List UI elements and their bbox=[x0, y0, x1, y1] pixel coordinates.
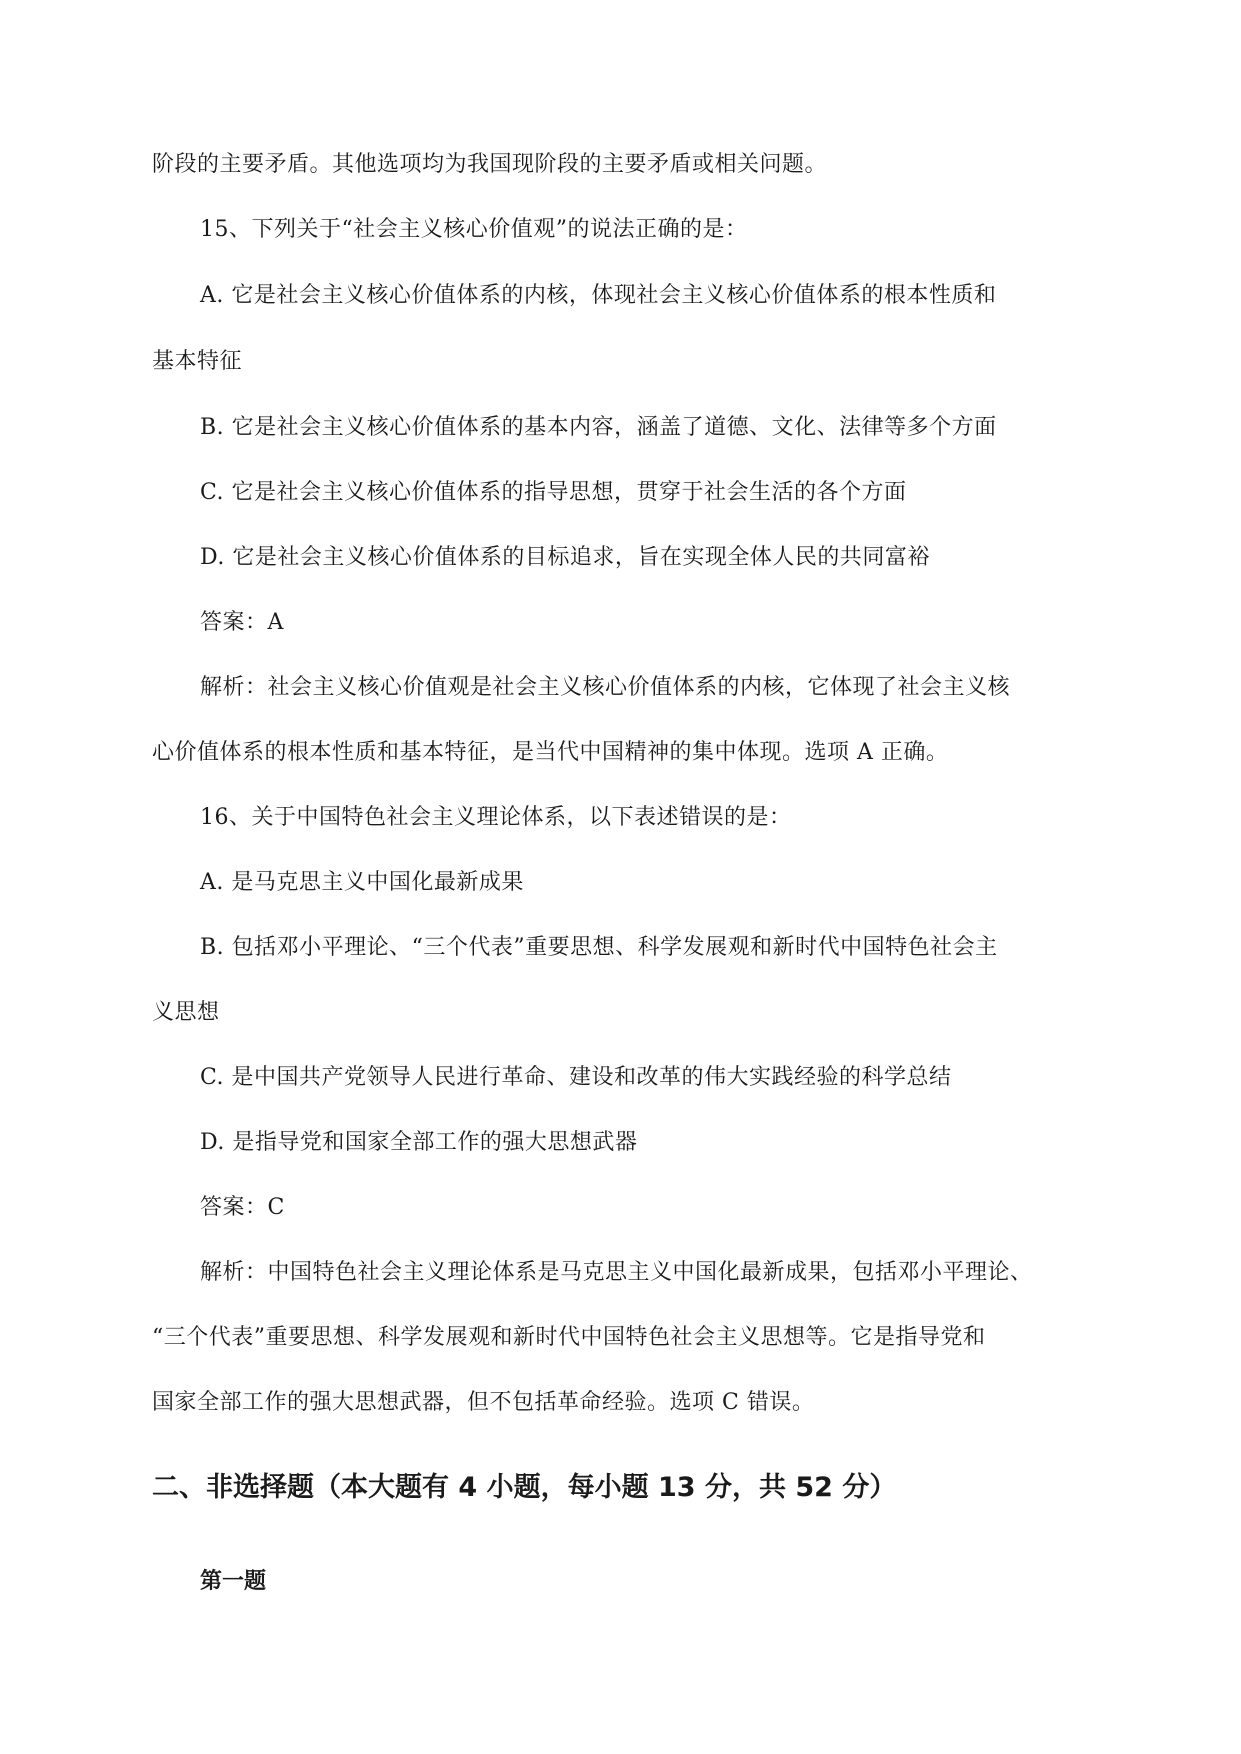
carryover-paragraph: 阶段的主要矛盾。其他选项均为我国现阶段的主要矛盾或相关问题。 bbox=[152, 152, 828, 177]
question-15-stem: 15、下列关于“社会主义核心价值观”的说法正确的是： bbox=[200, 217, 748, 242]
question-16-analysis-continued-2: 国家全部工作的强大思想武器，但不包括革命经验。选项 C 错误。 bbox=[152, 1390, 815, 1415]
question-16-option-b-continued: 义思想 bbox=[152, 1000, 220, 1025]
question-15-option-c: C. 它是社会主义核心价值体系的指导思想，贯穿于社会生活的各个方面 bbox=[200, 480, 907, 505]
question-15-option-d: D. 它是社会主义核心价值体系的目标追求，旨在实现全体人民的共同富裕 bbox=[200, 545, 930, 570]
section-2-heading: 二、非选择题（本大题有 4 小题，每小题 13 分，共 52 分） bbox=[152, 1472, 897, 1503]
question-15-option-a: A. 它是社会主义核心价值体系的内核，体现社会主义核心价值体系的根本性质和 bbox=[200, 283, 997, 308]
question-16-option-b: B. 包括邓小平理论、“三个代表”重要思想、科学发展观和新时代中国特色社会主 bbox=[200, 935, 998, 960]
first-question-heading: 第一题 bbox=[200, 1569, 267, 1594]
question-16-analysis-continued-1: “三个代表”重要思想、科学发展观和新时代中国特色社会主义思想等。它是指导党和 bbox=[152, 1325, 986, 1350]
question-16-option-a: A. 是马克思主义中国化最新成果 bbox=[200, 870, 524, 895]
question-16-option-d: D. 是指导党和国家全部工作的强大思想武器 bbox=[200, 1130, 638, 1155]
question-16-stem: 16、关于中国特色社会主义理论体系，以下表述错误的是： bbox=[200, 805, 792, 830]
question-15-analysis: 解析：社会主义核心价值观是社会主义核心价值体系的内核，它体现了社会主义核 bbox=[200, 675, 1011, 700]
question-15-option-a-continued: 基本特征 bbox=[152, 349, 243, 374]
question-15-option-b: B. 它是社会主义核心价值体系的基本内容，涵盖了道德、文化、法律等多个方面 bbox=[200, 415, 997, 440]
question-15-analysis-continued: 心价值体系的根本性质和基本特征，是当代中国精神的集中体现。选项 A 正确。 bbox=[152, 740, 949, 765]
question-16-answer: 答案：C bbox=[200, 1195, 285, 1220]
question-15-answer: 答案：A bbox=[200, 610, 284, 635]
question-16-analysis: 解析：中国特色社会主义理论体系是马克思主义中国化最新成果，包括邓小平理论、 bbox=[200, 1260, 1033, 1285]
question-16-option-c: C. 是中国共产党领导人民进行革命、建设和改革的伟大实践经验的科学总结 bbox=[200, 1065, 952, 1090]
